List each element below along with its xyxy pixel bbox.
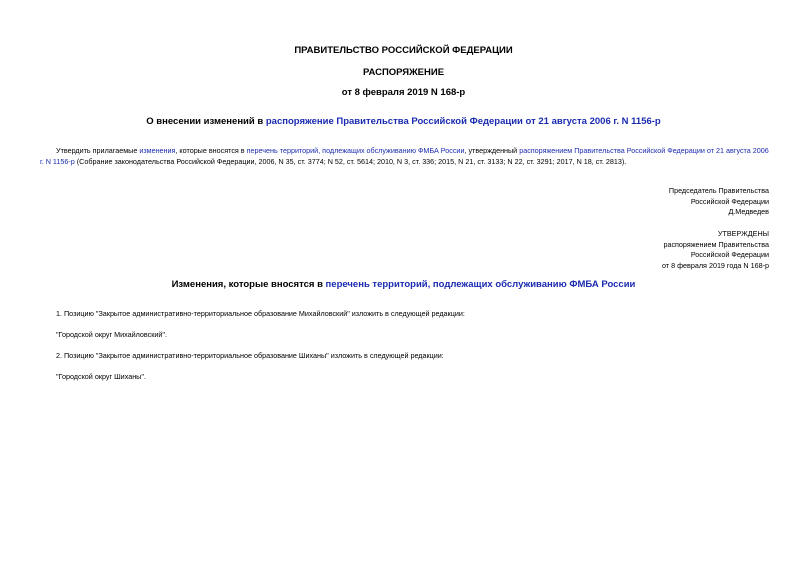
item-2: 2. Позицию "Закрытое административно-территориальное образование Шиханы" изложить в следующей редакции:: [56, 351, 444, 360]
changes-title: [0, 279, 807, 290]
p1-text-b: , которые вносятся в: [175, 146, 247, 155]
p1-text-c: , утвержденный: [464, 146, 520, 155]
signature-country: Российской Федерации: [690, 196, 769, 206]
doc-type-heading: РАСПОРЯЖЕНИЕ: [362, 67, 445, 78]
approval-line-2: распоряжением Правительства: [663, 239, 769, 249]
main-paragraph: [40, 146, 770, 168]
title-link[interactable]: распоряжение Правительства Российской Федерации от 21 августа 2006 г. N 1156-р: [265, 116, 661, 127]
signature-block: [529, 186, 769, 218]
changes-title-prefix: Изменения, которые вносятся в: [171, 279, 326, 290]
link-order-1156[interactable]: распоряжением Правительства Российской Федерации от 21 августа 2006 г. N 1156-р: [40, 146, 769, 166]
approval-line-4: от 8 февраля 2019 года N 168-р: [662, 260, 769, 270]
p1-text-a: Утвердить прилагаемые: [56, 146, 140, 155]
link-changes[interactable]: изменения: [139, 146, 176, 155]
approval-title: УТВЕРЖДЕНЫ: [717, 229, 769, 238]
document-title: [0, 116, 807, 127]
item-1: 1. Позицию "Закрытое административно-территориальное образование Михайловский" изложить в следующей редакции:: [56, 309, 465, 318]
item-1-value: "Городской округ Михайловский".: [56, 330, 167, 339]
government-heading: ПРАВИТЕЛЬСТВО РОССИЙСКОЙ ФЕДЕРАЦИИ: [294, 45, 513, 56]
signature-name: Д.Медведев: [728, 207, 769, 217]
doc-date-number: от 8 февраля 2019 N 168-р: [341, 87, 466, 98]
signature-position: Председатель Правительства: [668, 186, 769, 195]
approval-line-3: Российской Федерации: [690, 250, 769, 260]
p1-text-d: (Собрание законодательства Российской Федерации, 2006, N 35, ст. 3774; N 52, ст. 5614; 2010, N 3, ст. 336; 2015, N 21, ст. 3133; N 22, ст. 3291; 2017, N 18, ст. 2813).: [74, 156, 627, 166]
approval-block: [529, 229, 769, 271]
item-2-value: "Городской округ Шиханы".: [56, 372, 146, 381]
title-prefix: О внесении изменений в: [146, 116, 266, 127]
link-territories-list[interactable]: перечень территорий, подлежащих обслуживанию ФМБА России: [246, 146, 465, 155]
changes-title-link[interactable]: перечень территорий, подлежащих обслуживанию ФМБА России: [325, 279, 636, 290]
